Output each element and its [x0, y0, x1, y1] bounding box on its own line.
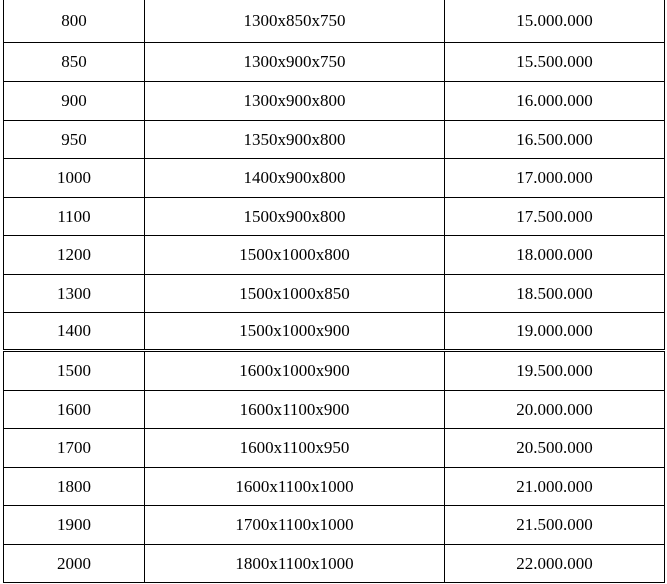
- capacity-cell: 1200: [4, 235, 145, 274]
- dimensions-cell: 1500x900x800: [145, 197, 445, 235]
- dimensions-cell: 1600x1100x950: [145, 428, 445, 467]
- dimensions-cell: 1800x1100x1000: [145, 544, 445, 582]
- table-row: [4, 505, 665, 544]
- capacity-cell: 900: [4, 81, 145, 120]
- price-cell: 21.000.000: [445, 467, 665, 505]
- dimensions-cell: 1500x1000x800: [145, 235, 445, 274]
- capacity-cell: 1300: [4, 274, 145, 312]
- price-cell: 18.500.000: [445, 274, 665, 312]
- price-cell: 20.000.000: [445, 390, 665, 428]
- dimensions-cell: 1500x1000x900: [145, 312, 445, 350]
- price-cell: 16.500.000: [445, 120, 665, 158]
- capacity-cell: 1500: [4, 350, 145, 390]
- capacity-cell: 1000: [4, 158, 145, 197]
- price-table-container: [3, 0, 664, 583]
- price-table: [3, 0, 665, 583]
- table-row: [4, 0, 665, 42]
- price-cell: 16.000.000: [445, 81, 665, 120]
- table-row: [4, 390, 665, 428]
- price-cell: 17.000.000: [445, 158, 665, 197]
- capacity-cell: 2000: [4, 544, 145, 582]
- table-row: [4, 274, 665, 312]
- dimensions-cell: 1700x1100x1000: [145, 505, 445, 544]
- table-row: [4, 467, 665, 505]
- price-cell: 20.500.000: [445, 428, 665, 467]
- price-cell: 18.000.000: [445, 235, 665, 274]
- price-cell: 21.500.000: [445, 505, 665, 544]
- table-row: [4, 42, 665, 81]
- dimensions-cell: 1600x1100x900: [145, 390, 445, 428]
- table-row: [4, 312, 665, 350]
- dimensions-cell: 1350x900x800: [145, 120, 445, 158]
- price-cell: 22.000.000: [445, 544, 665, 582]
- table-row: [4, 428, 665, 467]
- dimensions-cell: 1300x900x800: [145, 81, 445, 120]
- table-row: [4, 235, 665, 274]
- price-cell: 17.500.000: [445, 197, 665, 235]
- capacity-cell: 1900: [4, 505, 145, 544]
- dimensions-cell: 1300x850x750: [145, 0, 445, 42]
- capacity-cell: 800: [4, 0, 145, 42]
- capacity-cell: 1800: [4, 467, 145, 505]
- table-row: [4, 350, 665, 390]
- capacity-cell: 1600: [4, 390, 145, 428]
- table-row: [4, 544, 665, 582]
- dimensions-cell: 1500x1000x850: [145, 274, 445, 312]
- capacity-cell: 850: [4, 42, 145, 81]
- dimensions-cell: 1300x900x750: [145, 42, 445, 81]
- table-row: [4, 81, 665, 120]
- dimensions-cell: 1400x900x800: [145, 158, 445, 197]
- capacity-cell: 1700: [4, 428, 145, 467]
- table-row: [4, 197, 665, 235]
- capacity-cell: 1100: [4, 197, 145, 235]
- price-cell: 19.000.000: [445, 312, 665, 350]
- dimensions-cell: 1600x1000x900: [145, 350, 445, 390]
- capacity-cell: 950: [4, 120, 145, 158]
- price-cell: 15.500.000: [445, 42, 665, 81]
- price-cell: 15.000.000: [445, 0, 665, 42]
- capacity-cell: 1400: [4, 312, 145, 350]
- price-cell: 19.500.000: [445, 350, 665, 390]
- dimensions-cell: 1600x1100x1000: [145, 467, 445, 505]
- table-row: [4, 158, 665, 197]
- table-row: [4, 120, 665, 158]
